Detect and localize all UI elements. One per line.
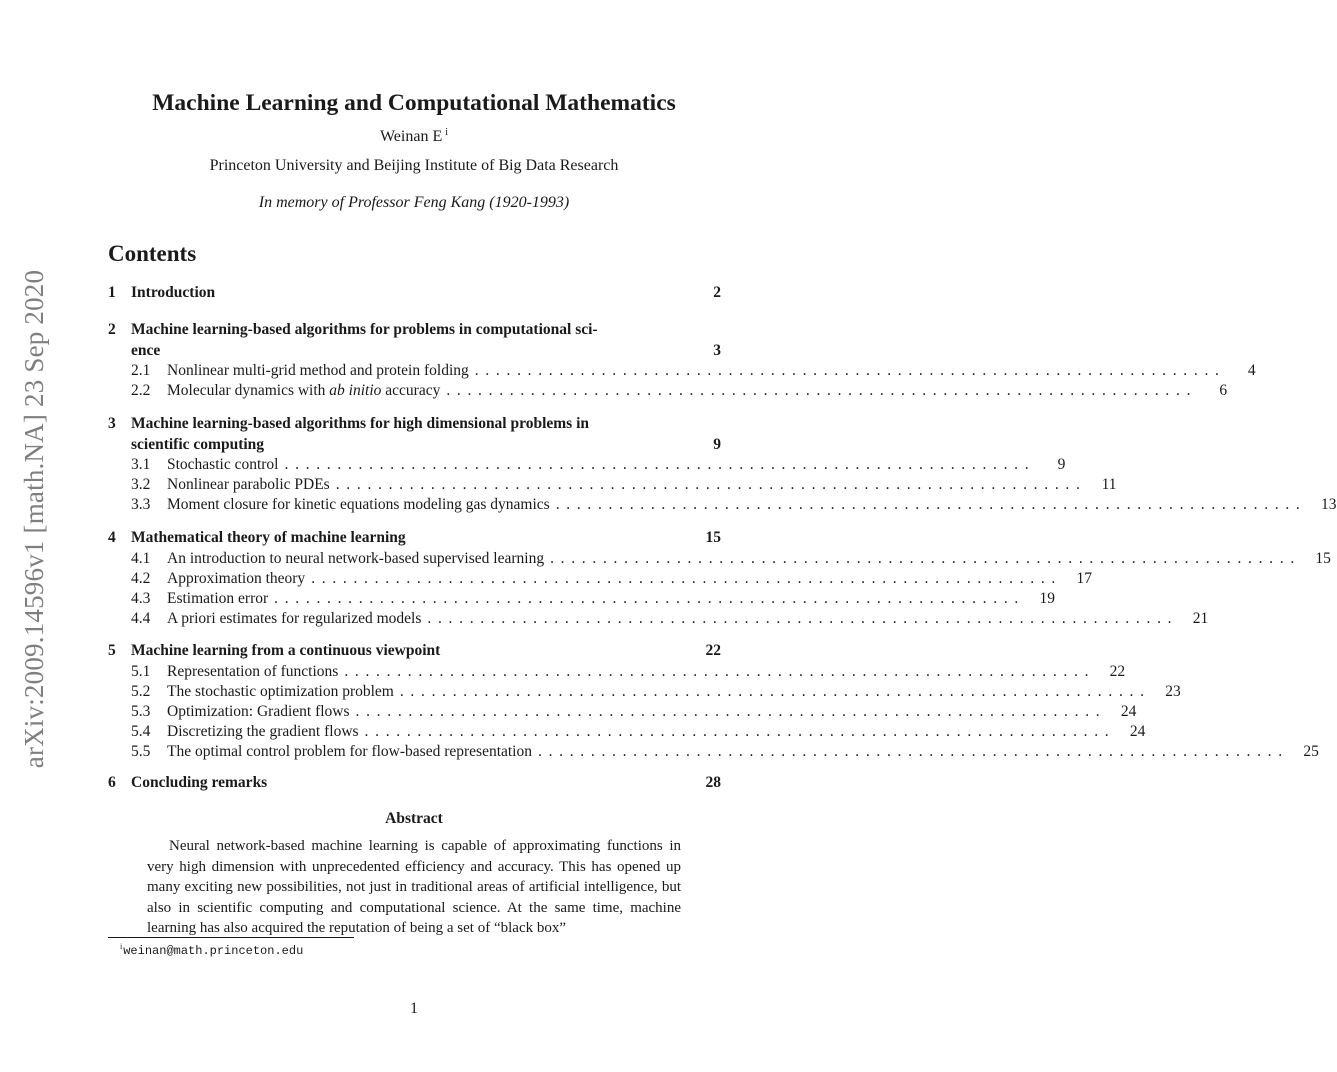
toc-section-title[interactable]: Mathematical theory of machine learning — [131, 529, 406, 546]
toc-section-page: 9 — [713, 435, 721, 453]
toc-section-5 — [108, 641, 1319, 762]
abstract-heading: Abstract — [385, 810, 443, 827]
toc-subsection-num: 5.1 — [131, 662, 151, 680]
toc-subsection-title: The stochastic optimization problem — [167, 682, 394, 700]
toc-subsection-title: Stochastic control — [167, 456, 279, 473]
author-footnote-marker: i — [445, 127, 449, 138]
toc-subsection-page: 23 — [1165, 682, 1181, 700]
toc-subsection-title: Optimization: Gradient flows — [167, 702, 350, 720]
toc-subsection-page: 22 — [1109, 662, 1126, 680]
toc-subsection-num: 5.4 — [131, 722, 151, 740]
toc-section-3 — [108, 414, 1337, 515]
leader-dots: ....................................................................... — [364, 722, 1116, 740]
toc-section-num: 4 — [108, 529, 116, 546]
dedication: In memory of Professor Feng Kang (1920-1993) — [258, 194, 570, 211]
toc-subsection-page: 13 — [1321, 496, 1337, 513]
toc-subsection-page: 4 — [1247, 362, 1256, 379]
toc-subsection-page: 15 — [1315, 549, 1331, 567]
toc-section-6 — [108, 774, 721, 792]
toc-section-page: 2 — [713, 284, 721, 301]
author-name: Weinan E — [379, 128, 443, 145]
toc-subsection-title: Approximation theory — [167, 569, 306, 587]
toc-section-title[interactable]: Introduction — [131, 284, 216, 301]
leader-dots: ....................................................................... — [474, 362, 1226, 379]
toc-subsection[interactable] — [108, 495, 1337, 515]
footnote-marker: i — [120, 942, 123, 951]
leader-dots: ....................................................................... — [538, 742, 1289, 760]
toc-subsection-page: 25 — [1303, 742, 1319, 760]
leader-dots: ....................................................................... — [344, 662, 1096, 680]
page-number: 1 — [410, 1000, 418, 1017]
toc-subsection-page: 6 — [1219, 382, 1228, 399]
author-line — [0, 127, 828, 146]
toc-subsection-title: Discretizing the gradient flows — [167, 722, 359, 740]
footnote-rule — [108, 937, 354, 938]
toc-subsection[interactable] — [108, 549, 1331, 569]
footnote-email[interactable]: weinan@math.princeton.edu — [123, 944, 304, 958]
toc-subsection-page: 11 — [1101, 476, 1117, 493]
toc-subsection-page: 17 — [1076, 569, 1093, 587]
toc-section-num: 6 — [108, 774, 116, 791]
toc-subsection-num: 4.4 — [131, 609, 151, 627]
toc-subsection[interactable] — [108, 569, 1093, 589]
toc-subsection-title: Nonlinear multi-grid method and protein folding — [167, 362, 469, 379]
toc-section-num: 3 — [108, 415, 116, 432]
toc-subsection-num: 2.1 — [131, 362, 151, 379]
footnote — [120, 942, 303, 958]
abstract-text: Neural network-based machine learning is capable of approximating functions in very high dimension with unprecedented efficiency and accuracy. This has opened up many exciting new possibilities, not just in traditional areas of artificial intelligence, but also in scientific computing and computational science. At the same time, machine learning has also acquired the reputation of being a set of “black box” — [147, 838, 681, 936]
toc-subsection[interactable] — [108, 609, 1209, 629]
leader-dots: ....................................................................... — [555, 496, 1307, 513]
toc-subsection-title: The optimal control problem for flow-based representation — [167, 742, 532, 760]
toc-subsection[interactable] — [108, 589, 1055, 609]
toc-subsection-num: 4.2 — [131, 569, 151, 587]
toc-subsection-page: 9 — [1057, 456, 1066, 473]
leader-dots: ....................................................................... — [550, 549, 1301, 567]
toc-section-page: 28 — [705, 774, 721, 791]
toc-section-page: 22 — [705, 642, 721, 659]
toc-subsection[interactable] — [108, 742, 1319, 762]
toc-subsection-num: 5.5 — [131, 742, 151, 760]
toc-section-title[interactable]: Concluding remarks — [131, 774, 268, 791]
toc-subsection-num: 4.3 — [131, 589, 151, 607]
toc-section-page: 15 — [705, 529, 721, 546]
toc-section-2 — [108, 320, 1256, 401]
toc-subsection[interactable] — [108, 662, 1126, 682]
toc-section-num: 2 — [108, 321, 116, 338]
affiliation: Princeton University and Beijing Institute of Big Data Research — [209, 157, 619, 174]
toc-subsection-title: Representation of functions — [167, 662, 339, 680]
toc-subsection[interactable] — [108, 475, 1117, 495]
toc-subsection[interactable] — [108, 702, 1137, 722]
contents-heading: Contents — [108, 241, 197, 266]
toc-subsection-title: Moment closure for kinetic equations modeling gas dynamics — [167, 496, 550, 513]
toc-section-num: 1 — [108, 284, 116, 301]
toc-subsection[interactable] — [108, 682, 1181, 702]
toc-subsection-title: Molecular dynamics with ab initio accuracy — [167, 382, 441, 399]
toc-subsection-title: A priori estimates for regularized models — [167, 609, 422, 627]
toc-subsection-num: 5.2 — [131, 682, 151, 700]
toc-subsection-page: 21 — [1192, 609, 1209, 627]
leader-dots: ....................................................................... — [399, 682, 1151, 700]
toc-subsection-page: 19 — [1039, 589, 1055, 607]
leader-dots: ....................................................................... — [355, 702, 1107, 720]
arxiv-stamp: arXiv:2009.14596v1 [math.NA] 23 Sep 2020 — [19, 269, 49, 769]
leader-dots: ....................................................................... — [335, 476, 1087, 493]
toc-section-1 — [108, 284, 721, 302]
leader-dots: ....................................................................... — [311, 569, 1063, 587]
toc-section-page: 3 — [713, 341, 721, 359]
leader-dots: ....................................................................... — [427, 609, 1179, 627]
toc-subsection-title: Nonlinear parabolic PDEs — [167, 476, 330, 493]
toc-subsection-num: 5.3 — [131, 702, 151, 720]
toc-section-title[interactable]: Machine learning from a continuous viewpoint — [131, 642, 441, 659]
toc-subsection-num: 3.2 — [131, 476, 151, 493]
toc-section-title[interactable]: Machine learning-based algorithms for high dimensional problems in scientific computing — [131, 415, 590, 453]
leader-dots: ....................................................................... — [274, 589, 1025, 607]
toc-subsection-num: 3.3 — [131, 496, 151, 513]
toc-subsection[interactable] — [108, 455, 1066, 475]
toc-section-num: 5 — [108, 642, 116, 659]
toc-subsection-num: 4.1 — [131, 549, 151, 567]
toc-subsection-page: 24 — [1129, 722, 1146, 740]
leader-dots: ....................................................................... — [446, 382, 1198, 399]
toc-subsection[interactable] — [108, 361, 1256, 381]
paper-title: Machine Learning and Computational Mathematics — [152, 90, 676, 116]
toc-section-title[interactable]: Machine learning-based algorithms for problems in computational sci- ence — [131, 321, 598, 359]
toc-subsection-page: 24 — [1120, 702, 1137, 720]
toc-subsection-title: An introduction to neural network-based supervised learning — [167, 549, 545, 567]
toc-subsection-num: 3.1 — [131, 456, 151, 473]
toc-section-4 — [108, 528, 1331, 629]
leader-dots: ....................................................................... — [284, 456, 1036, 473]
toc-subsection[interactable] — [108, 722, 1146, 742]
toc-subsection-num: 2.2 — [131, 382, 151, 399]
toc-subsection-title: Estimation error — [167, 589, 269, 607]
toc-subsection[interactable] — [108, 381, 1228, 401]
